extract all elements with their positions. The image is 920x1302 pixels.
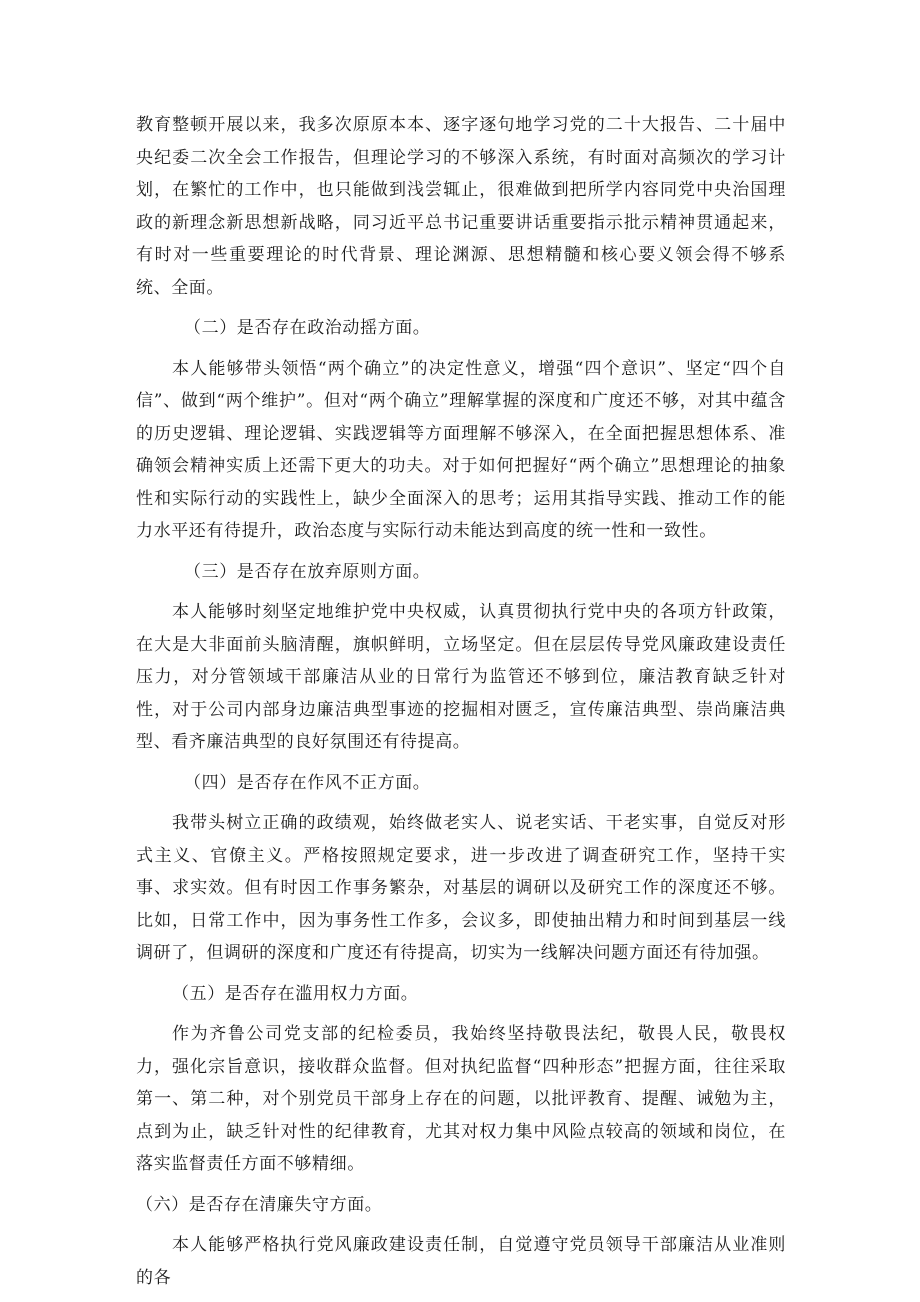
paragraph-abandon-principle: 本人能够时刻坚定地维护党中央权威，认真贯彻执行党中央的各项方针政策，在大是大非面前头脑清醒，旗帜鲜明，立场坚定。但在层层传导党风廉政建设责任压力，对分管领域干部廉洁从业的日常行为监管还不够到位，廉洁教育缺乏针对性，对于公司内部身边廉洁典型事迹的挖掘相对匮乏，宣传廉洁典型、崇尚廉洁典型、看齐廉洁典型的良好氛围还有待提高。 [136,602,786,752]
heading-integrity-loss: （六）是否存在清廉失守方面。 [136,1194,383,1215]
document-body [136,109,786,1302]
paragraph-theory-study: 教育整顿开展以来，我多次原原本本、逐字逐句地学习党的二十大报告、二十届中央纪委二次全会工作报告，但理论学习的不够深入系统，有时面对高频次的学习计划，在繁忙的工作中，也只能做到浅尝辄止，很难做到把所学内容同党中央治国理政的新理念新思想新战略，同习近平总书记重要讲话重要指示批示精神贯通起来，有时对一些重要理论的时代背景、理论渊源、思想精髓和核心要义领会得不够系统、全面。 [136,115,786,298]
paragraph-integrity-loss: 本人能够严格执行党风廉政建设责任制，自觉遵守党员领导干部廉洁从业准则的各 [136,1235,786,1288]
paragraph-political-wavering: 本人能够带头领悟“两个确立”的决定性意义，增强“四个意识”、坚定“四个自信”、做到“两个维护”。但对“两个确立”理解掌握的深度和广度还不够，对其中蕴含的历史逻辑、理论逻辑、实践逻辑等方面理解不够深入，在全面把握思想体系、准确领会精神实质上还需下更大的功夫。对于如何把握好“两个确立”思想理论的抽象性和实际行动的实践性上，缺少全面深入的思考；运用其指导实践、推动工作的能力水平还有待提升，政治态度与实际行动未能达到高度的统一性和一致性。 [136,358,786,541]
heading-abandon-principle: （三）是否存在放弃原则方面。 [184,561,431,582]
paragraph-abuse-of-power: 作为齐鲁公司党支部的纪检委员，我始终坚持敬畏法纪，敬畏人民，敬畏权力，强化宗旨意识，接收群众监督。但对执纪监督“四种形态”把握方面，往往采取第一、第二种，对个别党员干部身上存在的问题，以批评教育、提醒、诫勉为主，点到为止，缺乏针对性的纪律教育，尤其对权力集中风险点较高的领域和岗位，在落实监督责任方面不够精细。 [136,1024,786,1174]
paragraph-improper-style: 我带头树立正确的政绩观，始终做老实人、说老实话、干老实事，自觉反对形式主义、官僚主义。严格按照规定要求，进一步改进了调查研究工作，坚持干实事、求实效。但有时因工作事务繁杂，对基层的调研以及研究工作的深度还不够。比如，日常工作中，因为事务性工作多，会议多，即使抽出精力和时间到基层一线调研了，但调研的深度和广度还有待提高，切实为一线解决问题方面还有待加强。 [136,813,786,963]
heading-political-wavering: （二）是否存在政治动摇方面。 [184,318,431,338]
heading-abuse-of-power: （五）是否存在滥用权力方面。 [172,983,419,1004]
heading-improper-style: （四）是否存在作风不正方面。 [184,772,431,793]
